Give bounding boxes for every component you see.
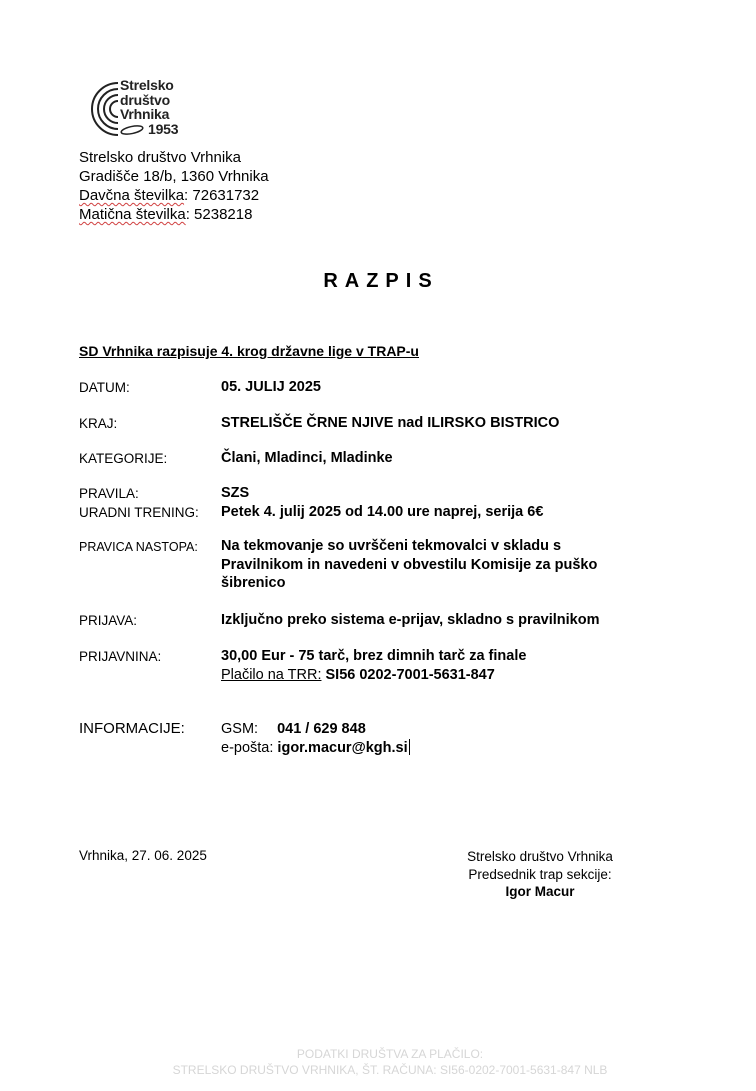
footer-line: PODATKI DRUŠTVA ZA PLAČILO: bbox=[296, 1047, 484, 1061]
tax-label: Davčna številka bbox=[79, 187, 185, 204]
pravica-value bbox=[221, 537, 661, 593]
document-title: RAZPIS bbox=[323, 270, 439, 292]
gsm-label: GSM: bbox=[221, 721, 259, 737]
pravica-line: šibrenico bbox=[221, 575, 286, 591]
email-value[interactable]: igor.macur@kgh.si bbox=[273, 739, 408, 756]
datum-value: 05. JULIJ 2025 bbox=[221, 379, 321, 395]
info-label: INFORMACIJE: bbox=[79, 720, 185, 737]
footer-line: STRELSKO DRUŠTVO VRHNIKA, ŠT. RAČUNA: SI56-0202-7001-5631-847 NLB bbox=[172, 1063, 608, 1077]
pravila-value: SZS bbox=[221, 485, 250, 501]
email-label: e-pošta: bbox=[221, 739, 274, 756]
logo-line: 1953 bbox=[148, 120, 179, 137]
signature-role: Predsednik trap sekcije: bbox=[468, 866, 612, 882]
trr-value: SI56 0202-7001-5631-847 bbox=[321, 666, 495, 683]
gsm-line bbox=[221, 720, 661, 739]
signature-org: Strelsko društvo Vrhnika bbox=[467, 849, 613, 864]
info-value bbox=[221, 720, 661, 757]
pravica-line: Pravilnikom in navedeni v obvestilu Komisije za puško bbox=[221, 556, 598, 573]
kategorije-value: Člani, Mladinci, Mladinke bbox=[221, 450, 393, 466]
logo-line: Strelsko bbox=[120, 77, 174, 93]
logo-line: Vrhnika bbox=[120, 106, 170, 122]
kraj-label: KRAJ: bbox=[79, 416, 118, 431]
prijavnina-value bbox=[221, 647, 661, 684]
org-address: Gradišče 18/b, 1360 Vrhnika bbox=[79, 168, 269, 185]
reg-number: : 5238218 bbox=[185, 206, 253, 223]
org-name: Strelsko društvo Vrhnika bbox=[79, 149, 242, 166]
place-date: Vrhnika, 27. 06. 2025 bbox=[79, 848, 207, 863]
prijavnina-amount: 30,00 Eur - 75 tarč, brez dimnih tarč za finale bbox=[221, 648, 527, 664]
payment-footer bbox=[0, 1046, 756, 1078]
pravica-label: PRAVICA NASTOPA: bbox=[79, 540, 198, 554]
kraj-value: STRELIŠČE ČRNE NJIVE nad ILIRSKO BISTRICO bbox=[221, 415, 560, 431]
prijava-value: Izključno preko sistema e-prijav, skladno s pravilnikom bbox=[221, 612, 600, 628]
pravila-label: PRAVILA: bbox=[79, 486, 139, 501]
org-reg bbox=[79, 205, 269, 224]
text-cursor bbox=[409, 739, 410, 755]
kategorije-label: KATEGORIJE: bbox=[79, 451, 168, 466]
org-tax bbox=[79, 186, 269, 205]
trening-label: URADNI TRENING: bbox=[79, 505, 199, 520]
logo-wordmark bbox=[120, 78, 178, 136]
trr-line bbox=[221, 666, 661, 685]
reg-label: Matična številka bbox=[79, 206, 186, 223]
prijavnina-label: PRIJAVNINA: bbox=[79, 649, 162, 664]
logo-line: društvo bbox=[120, 91, 170, 108]
signature-name: Igor Macur bbox=[505, 884, 575, 899]
prijava-label: PRIJAVA: bbox=[79, 613, 138, 628]
email-line bbox=[221, 739, 661, 758]
trening-value: Petek 4. julij 2025 od 14.00 ure naprej, serija 6€ bbox=[221, 504, 544, 520]
datum-label: DATUM: bbox=[79, 380, 130, 395]
document-subtitle: SD Vrhnika razpisuje 4. krog državne lige v TRAP-u bbox=[79, 343, 419, 359]
gsm-value: 041 / 629 848 bbox=[277, 721, 366, 737]
pravica-line: Na tekmovanje so uvrščeni tekmovalci v skladu s bbox=[221, 538, 562, 554]
club-logo bbox=[88, 78, 198, 142]
organization-info bbox=[79, 148, 269, 224]
signature-block bbox=[440, 848, 640, 901]
tax-number: : 72631732 bbox=[184, 187, 260, 204]
trr-label: Plačilo na TRR: bbox=[221, 666, 322, 683]
